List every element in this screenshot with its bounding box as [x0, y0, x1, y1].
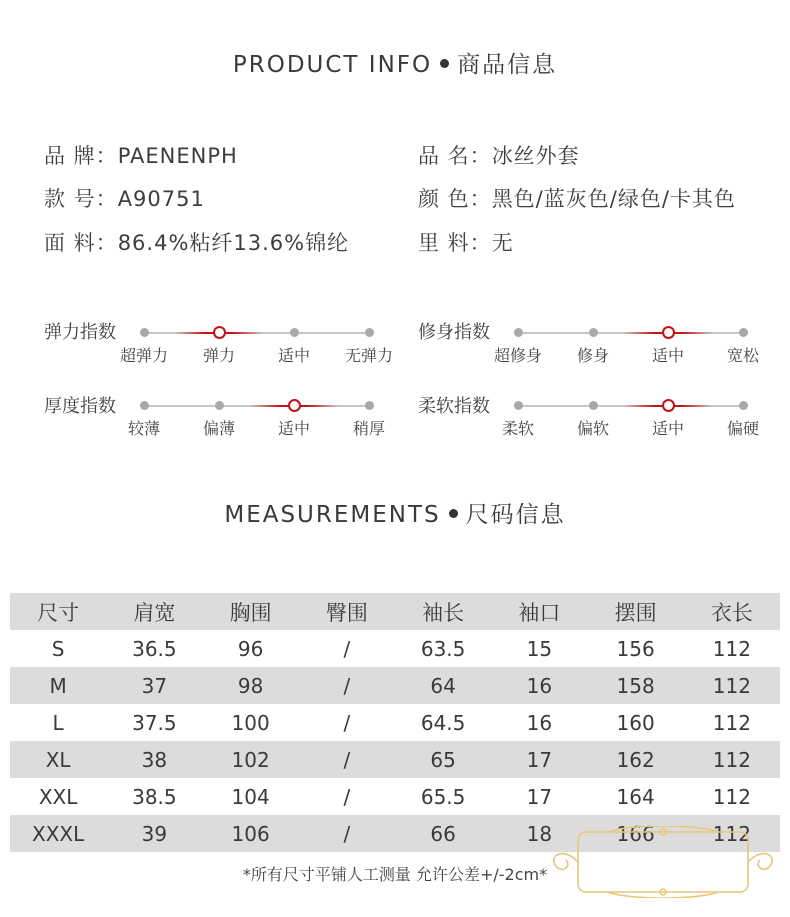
table-cell: M — [49, 673, 67, 698]
softness-index-scale — [501, 398, 760, 438]
table-cell: 112 — [712, 747, 751, 772]
table-cell: 63.5 — [420, 636, 466, 661]
table-cell: 112 — [712, 636, 751, 661]
softness-index-label: 柔软指数 — [418, 396, 490, 417]
scale-point-selected — [662, 399, 675, 412]
scale-point — [739, 401, 748, 410]
scale-point — [739, 328, 748, 337]
table-cell: 64 — [430, 673, 456, 698]
table-cell: 112 — [712, 710, 751, 735]
table-cell: XXXL — [32, 821, 85, 846]
table-cell: 102 — [231, 747, 270, 772]
header-sleeve-length: 袖长 — [422, 600, 465, 625]
table-cell: 15 — [526, 636, 553, 661]
brand-watermark-logo — [538, 826, 788, 898]
header-shoulder: 肩宽 — [133, 600, 176, 625]
info-name: 品 名：冰丝外套 — [418, 144, 580, 168]
table-cell: 65 — [430, 747, 456, 772]
table-cell: 38.5 — [132, 784, 177, 809]
table-cell: 36.5 — [132, 636, 177, 661]
measurements-title-en: MEASUREMENTS — [224, 502, 441, 528]
scale-tick-label: 偏硬 — [726, 419, 760, 438]
table-cell: L — [52, 710, 64, 735]
thickness-index-scale — [127, 398, 386, 438]
measurements-title-cn: 尺码信息 — [465, 502, 566, 528]
table-cell: / — [343, 636, 351, 661]
table-cell: 18 — [526, 821, 553, 846]
scale-tick-label: 较薄 — [127, 419, 161, 438]
table-cell: 158 — [616, 673, 655, 698]
scale-point — [215, 401, 224, 410]
scale-tick-label: 修身 — [576, 346, 610, 365]
scale-tick-label: 适中 — [277, 346, 311, 365]
table-cell: S — [51, 636, 65, 661]
header-hem: 摆围 — [614, 600, 657, 625]
table-cell: 164 — [616, 784, 655, 809]
table-cell: 98 — [237, 673, 264, 698]
table-cell: / — [343, 784, 351, 809]
table-cell: / — [343, 710, 351, 735]
table-cell: 37.5 — [132, 710, 177, 735]
scale-tick-label: 适中 — [277, 419, 311, 438]
scale-tick-label: 超修身 — [493, 346, 543, 365]
scale-tick-label: 稍厚 — [352, 419, 386, 438]
product-info-title-cn: 商品信息 — [457, 52, 558, 78]
table-cell: 17 — [526, 747, 553, 772]
scale-tick-label: 宽松 — [726, 346, 760, 365]
scale-tick-label: 柔软 — [501, 419, 535, 438]
product-info-title-en: PRODUCT INFO — [232, 52, 433, 78]
table-cell: / — [343, 821, 351, 846]
scale-point-selected — [662, 326, 675, 339]
table-cell: 162 — [616, 747, 655, 772]
table-row — [10, 704, 780, 741]
table-cell: 16 — [526, 710, 553, 735]
table-cell: 17 — [526, 784, 553, 809]
header-size: 尺寸 — [37, 600, 80, 625]
scale-point — [140, 328, 149, 337]
fit-index-label: 修身指数 — [418, 322, 490, 343]
scale-tick-label: 超弹力 — [119, 346, 169, 365]
table-cell: 106 — [231, 821, 270, 846]
thickness-index-label: 厚度指数 — [44, 396, 116, 417]
table-cell: XL — [45, 747, 71, 772]
header-hip: 臀围 — [325, 600, 368, 625]
table-cell: 156 — [616, 636, 655, 661]
table-cell: 38 — [141, 747, 168, 772]
scale-point — [290, 328, 299, 337]
table-cell: 100 — [231, 710, 270, 735]
table-cell: 39 — [141, 821, 168, 846]
table-cell: 96 — [237, 636, 264, 661]
scale-point-selected — [213, 326, 226, 339]
info-style-no: 款 号：A90751 — [44, 187, 205, 211]
measurement-note: *所有尺寸平铺人工测量 允许公差+/-2cm* — [242, 865, 548, 884]
table-cell: 166 — [616, 821, 655, 846]
header-cuff: 袖口 — [518, 600, 561, 625]
scale-point — [365, 328, 374, 337]
table-cell: 65.5 — [420, 784, 466, 809]
product-info-title — [0, 46, 790, 79]
scale-point — [140, 401, 149, 410]
table-cell: 112 — [712, 821, 751, 846]
table-cell: 112 — [712, 673, 751, 698]
table-row — [10, 741, 780, 778]
table-row — [10, 778, 780, 815]
table-cell: 112 — [712, 784, 751, 809]
scale-point — [514, 328, 523, 337]
info-lining: 里 料：无 — [418, 231, 514, 255]
info-colors: 颜 色：黑色/蓝灰色/绿色/卡其色 — [418, 187, 736, 211]
table-cell: 37 — [141, 673, 168, 698]
scale-tick-label: 无弹力 — [344, 346, 394, 365]
fit-index-scale — [493, 325, 760, 365]
info-brand: 品 牌：PAENENPH — [44, 144, 238, 168]
header-chest: 胸围 — [229, 600, 272, 625]
table-row — [10, 667, 780, 704]
scale-point — [589, 401, 598, 410]
scale-tick-label: 适中 — [651, 346, 685, 365]
bullet-dot-icon — [449, 509, 458, 518]
table-header-row — [10, 593, 780, 630]
elasticity-index-label: 弹力指数 — [44, 322, 116, 343]
header-length: 衣长 — [710, 600, 753, 625]
table-cell: / — [343, 747, 351, 772]
size-table — [10, 593, 780, 852]
table-cell: 66 — [430, 821, 456, 846]
scale-tick-label: 弹力 — [202, 346, 236, 365]
scale-point-selected — [288, 399, 301, 412]
table-cell: 16 — [526, 673, 553, 698]
table-cell: 160 — [616, 710, 655, 735]
bullet-dot-icon — [440, 59, 449, 68]
table-cell: 64.5 — [420, 710, 466, 735]
table-row — [10, 630, 780, 667]
table-cell: XXL — [38, 784, 78, 809]
info-fabric: 面 料：86.4%粘纤13.6%锦纶 — [44, 231, 350, 255]
elasticity-index-scale — [119, 325, 394, 365]
scale-point — [514, 401, 523, 410]
scale-tick-label: 偏软 — [576, 419, 610, 438]
scale-point — [589, 328, 598, 337]
table-cell: 104 — [231, 784, 270, 809]
scale-tick-label: 偏薄 — [202, 419, 236, 438]
measurements-title — [0, 496, 790, 529]
scale-point — [365, 401, 374, 410]
scale-tick-label: 适中 — [651, 419, 685, 438]
table-cell: / — [343, 673, 351, 698]
